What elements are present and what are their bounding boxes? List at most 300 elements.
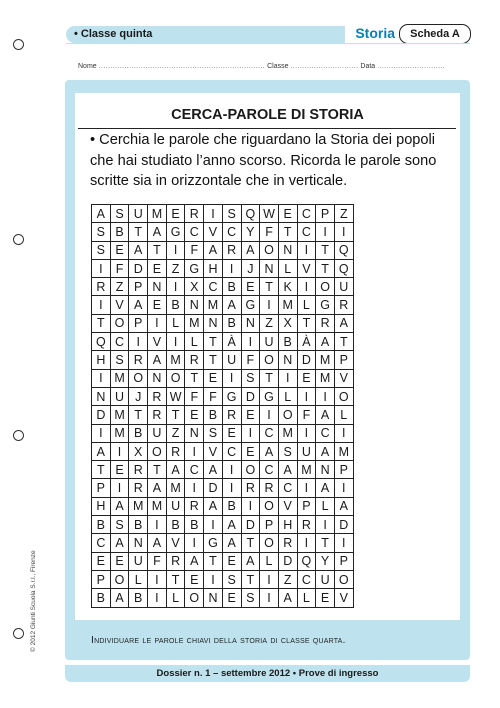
grid-cell[interactable]: T xyxy=(316,259,335,277)
grid-cell[interactable]: R xyxy=(185,205,204,223)
grid-cell[interactable]: A xyxy=(92,205,111,223)
grid-cell[interactable]: I xyxy=(241,333,260,351)
grid-cell[interactable]: W xyxy=(260,205,279,223)
grid-cell[interactable]: M xyxy=(204,296,223,314)
grid-cell[interactable]: Y xyxy=(316,552,335,570)
grid-cell[interactable]: F xyxy=(148,552,167,570)
grid-cell[interactable]: O xyxy=(278,406,297,424)
grid-cell[interactable]: M xyxy=(110,424,129,442)
grid-cell[interactable]: D xyxy=(297,351,316,369)
grid-cell[interactable]: L xyxy=(166,314,185,332)
grid-cell[interactable]: Z xyxy=(166,259,185,277)
grid-cell[interactable]: S xyxy=(278,442,297,460)
grid-cell[interactable]: B xyxy=(129,516,148,534)
grid-cell[interactable]: P xyxy=(92,479,111,497)
grid-cell[interactable]: J xyxy=(129,387,148,405)
grid-cell[interactable]: T xyxy=(148,241,167,259)
grid-cell[interactable]: Q xyxy=(92,333,111,351)
grid-cell[interactable]: T xyxy=(92,314,111,332)
grid-cell[interactable]: H xyxy=(204,259,223,277)
grid-cell[interactable]: V xyxy=(297,259,316,277)
grid-cell[interactable]: F xyxy=(241,351,260,369)
grid-cell[interactable]: V xyxy=(204,442,223,460)
grid-cell[interactable]: O xyxy=(260,534,279,552)
grid-cell[interactable]: A xyxy=(260,442,279,460)
grid-cell[interactable]: I xyxy=(110,479,129,497)
grid-cell[interactable]: T xyxy=(241,534,260,552)
grid-cell[interactable]: T xyxy=(166,406,185,424)
grid-cell[interactable]: B xyxy=(222,497,241,515)
grid-cell[interactable]: N xyxy=(278,241,297,259)
grid-cell[interactable]: I xyxy=(129,333,148,351)
grid-cell[interactable]: N xyxy=(148,369,167,387)
grid-cell[interactable]: R xyxy=(222,241,241,259)
grid-cell[interactable]: O xyxy=(260,241,279,259)
grid-cell[interactable]: R xyxy=(260,479,279,497)
grid-cell[interactable]: C xyxy=(110,333,129,351)
grid-cell[interactable]: I xyxy=(166,241,185,259)
grid-cell[interactable]: R xyxy=(129,479,148,497)
grid-cell[interactable]: L xyxy=(185,333,204,351)
grid-cell[interactable]: L xyxy=(334,406,353,424)
grid-cell[interactable]: I xyxy=(241,424,260,442)
grid-cell[interactable]: W xyxy=(166,387,185,405)
grid-cell[interactable]: M xyxy=(185,314,204,332)
grid-cell[interactable]: M xyxy=(278,296,297,314)
grid-cell[interactable]: L xyxy=(297,296,316,314)
grid-cell[interactable]: M xyxy=(334,442,353,460)
grid-cell[interactable]: E xyxy=(241,278,260,296)
grid-cell[interactable]: R xyxy=(129,351,148,369)
grid-cell[interactable]: I xyxy=(185,442,204,460)
grid-cell[interactable]: L xyxy=(316,497,335,515)
grid-cell[interactable]: R xyxy=(185,351,204,369)
grid-cell[interactable]: N xyxy=(185,424,204,442)
grid-cell[interactable]: M xyxy=(166,479,185,497)
grid-cell[interactable]: A xyxy=(316,406,335,424)
grid-cell[interactable]: A xyxy=(241,552,260,570)
grid-cell[interactable]: F xyxy=(185,387,204,405)
grid-cell[interactable]: L xyxy=(278,387,297,405)
grid-cell[interactable]: Z xyxy=(166,424,185,442)
grid-cell[interactable]: H xyxy=(278,516,297,534)
grid-cell[interactable]: S xyxy=(241,589,260,607)
grid-cell[interactable]: L xyxy=(166,589,185,607)
grid-cell[interactable]: O xyxy=(334,387,353,405)
grid-cell[interactable]: T xyxy=(204,333,223,351)
grid-cell[interactable]: G xyxy=(204,534,223,552)
grid-cell[interactable]: A xyxy=(204,461,223,479)
grid-cell[interactable]: M xyxy=(148,205,167,223)
grid-cell[interactable]: I xyxy=(204,570,223,588)
grid-cell[interactable]: A xyxy=(129,296,148,314)
grid-cell[interactable]: A xyxy=(166,461,185,479)
grid-cell[interactable]: I xyxy=(110,442,129,460)
grid-cell[interactable]: O xyxy=(316,278,335,296)
grid-cell[interactable]: M xyxy=(110,406,129,424)
grid-cell[interactable]: I xyxy=(241,497,260,515)
grid-cell[interactable]: E xyxy=(185,406,204,424)
grid-cell[interactable]: D xyxy=(129,259,148,277)
grid-cell[interactable]: O xyxy=(241,461,260,479)
grid-cell[interactable]: I xyxy=(92,259,111,277)
grid-cell[interactable]: S xyxy=(222,570,241,588)
grid-cell[interactable]: E xyxy=(278,205,297,223)
grid-cell[interactable]: A xyxy=(110,534,129,552)
grid-cell[interactable]: C xyxy=(278,479,297,497)
class-field-line[interactable]: ............................. xyxy=(290,63,359,70)
grid-cell[interactable]: A xyxy=(148,534,167,552)
grid-cell[interactable]: D xyxy=(92,406,111,424)
grid-cell[interactable]: C xyxy=(297,570,316,588)
grid-cell[interactable]: I xyxy=(260,570,279,588)
grid-cell[interactable]: F xyxy=(260,223,279,241)
grid-cell[interactable]: C xyxy=(297,205,316,223)
grid-cell[interactable]: U xyxy=(166,497,185,515)
grid-cell[interactable]: C xyxy=(316,424,335,442)
grid-cell[interactable]: I xyxy=(334,424,353,442)
grid-cell[interactable]: U xyxy=(129,552,148,570)
grid-cell[interactable]: M xyxy=(129,497,148,515)
grid-cell[interactable]: E xyxy=(204,369,223,387)
grid-cell[interactable]: I xyxy=(222,259,241,277)
grid-cell[interactable]: U xyxy=(129,205,148,223)
grid-cell[interactable]: A xyxy=(204,241,223,259)
grid-cell[interactable]: A xyxy=(222,296,241,314)
grid-cell[interactable]: I xyxy=(222,461,241,479)
grid-cell[interactable]: I xyxy=(297,534,316,552)
grid-cell[interactable]: D xyxy=(334,516,353,534)
date-field-line[interactable]: ............................. xyxy=(377,63,446,70)
grid-cell[interactable]: T xyxy=(260,369,279,387)
grid-cell[interactable]: A xyxy=(110,497,129,515)
name-field-line[interactable]: ....................................................................... xyxy=(98,63,266,70)
grid-cell[interactable]: L xyxy=(278,259,297,277)
grid-cell[interactable]: R xyxy=(241,479,260,497)
grid-cell[interactable]: J xyxy=(241,259,260,277)
grid-cell[interactable]: O xyxy=(185,589,204,607)
grid-cell[interactable]: A xyxy=(334,497,353,515)
grid-cell[interactable]: E xyxy=(148,296,167,314)
grid-cell[interactable]: L xyxy=(129,570,148,588)
grid-cell[interactable]: E xyxy=(222,589,241,607)
grid-cell[interactable]: B xyxy=(204,406,223,424)
grid-cell[interactable]: T xyxy=(204,552,223,570)
grid-cell[interactable]: E xyxy=(241,406,260,424)
grid-cell[interactable]: M xyxy=(316,351,335,369)
grid-cell[interactable]: R xyxy=(185,497,204,515)
grid-cell[interactable]: R xyxy=(316,314,335,332)
grid-cell[interactable]: V xyxy=(334,369,353,387)
grid-cell[interactable]: I xyxy=(297,479,316,497)
grid-cell[interactable]: B xyxy=(222,278,241,296)
grid-cell[interactable]: P xyxy=(92,570,111,588)
grid-cell[interactable]: I xyxy=(334,534,353,552)
grid-cell[interactable]: S xyxy=(110,205,129,223)
grid-cell[interactable]: N xyxy=(204,314,223,332)
grid-cell[interactable]: V xyxy=(204,223,223,241)
grid-cell[interactable]: E xyxy=(110,241,129,259)
grid-cell[interactable]: O xyxy=(110,314,129,332)
grid-cell[interactable]: Z xyxy=(110,278,129,296)
grid-cell[interactable]: H xyxy=(92,497,111,515)
grid-cell[interactable]: H xyxy=(92,351,111,369)
grid-cell[interactable]: I xyxy=(278,369,297,387)
grid-cell[interactable]: M xyxy=(148,497,167,515)
grid-cell[interactable]: T xyxy=(92,461,111,479)
grid-cell[interactable]: B xyxy=(129,424,148,442)
grid-cell[interactable]: D xyxy=(241,387,260,405)
grid-cell[interactable]: P xyxy=(316,205,335,223)
grid-cell[interactable]: M xyxy=(110,369,129,387)
grid-cell[interactable]: M xyxy=(297,461,316,479)
grid-cell[interactable]: I xyxy=(260,296,279,314)
grid-cell[interactable]: A xyxy=(222,516,241,534)
grid-cell[interactable]: I xyxy=(185,479,204,497)
grid-cell[interactable]: S xyxy=(92,223,111,241)
grid-cell[interactable]: C xyxy=(222,223,241,241)
grid-cell[interactable]: E xyxy=(92,552,111,570)
grid-cell[interactable]: X xyxy=(278,314,297,332)
grid-cell[interactable]: R xyxy=(222,406,241,424)
grid-cell[interactable]: F xyxy=(185,241,204,259)
grid-cell[interactable]: U xyxy=(222,351,241,369)
grid-cell[interactable]: T xyxy=(204,351,223,369)
grid-cell[interactable]: P xyxy=(334,552,353,570)
grid-cell[interactable]: I xyxy=(316,516,335,534)
grid-cell[interactable]: I xyxy=(297,424,316,442)
grid-cell[interactable]: G xyxy=(166,223,185,241)
grid-cell[interactable]: A xyxy=(278,589,297,607)
grid-cell[interactable]: B xyxy=(129,589,148,607)
grid-cell[interactable]: S xyxy=(241,369,260,387)
grid-cell[interactable]: L xyxy=(260,552,279,570)
grid-cell[interactable]: P xyxy=(297,497,316,515)
grid-cell[interactable]: Q xyxy=(334,259,353,277)
grid-cell[interactable]: U xyxy=(260,333,279,351)
grid-cell[interactable]: A xyxy=(316,479,335,497)
grid-cell[interactable]: T xyxy=(241,570,260,588)
grid-cell[interactable]: Q xyxy=(334,241,353,259)
grid-cell[interactable]: I xyxy=(222,369,241,387)
grid-cell[interactable]: A xyxy=(92,442,111,460)
grid-cell[interactable]: I xyxy=(334,223,353,241)
grid-cell[interactable]: I xyxy=(92,424,111,442)
grid-cell[interactable]: O xyxy=(110,570,129,588)
grid-cell[interactable]: G xyxy=(222,387,241,405)
grid-cell[interactable]: A xyxy=(148,479,167,497)
grid-cell[interactable]: T xyxy=(316,241,335,259)
grid-cell[interactable]: M xyxy=(278,424,297,442)
grid-cell[interactable]: M xyxy=(316,369,335,387)
grid-cell[interactable]: B xyxy=(222,314,241,332)
grid-cell[interactable]: P xyxy=(260,516,279,534)
grid-cell[interactable]: A xyxy=(222,534,241,552)
grid-cell[interactable]: N xyxy=(260,259,279,277)
grid-cell[interactable]: N xyxy=(129,534,148,552)
grid-cell[interactable]: A xyxy=(204,497,223,515)
grid-cell[interactable]: O xyxy=(166,369,185,387)
grid-cell[interactable]: V xyxy=(334,589,353,607)
grid-cell[interactable]: B xyxy=(185,516,204,534)
grid-cell[interactable]: P xyxy=(334,351,353,369)
grid-cell[interactable]: U xyxy=(110,387,129,405)
grid-cell[interactable]: R xyxy=(148,387,167,405)
grid-cell[interactable]: R xyxy=(166,552,185,570)
grid-cell[interactable]: F xyxy=(204,387,223,405)
grid-cell[interactable]: V xyxy=(278,497,297,515)
grid-cell[interactable]: I xyxy=(316,387,335,405)
grid-cell[interactable]: I xyxy=(185,534,204,552)
grid-cell[interactable]: I xyxy=(204,205,223,223)
grid-cell[interactable]: N xyxy=(148,278,167,296)
grid-cell[interactable]: V xyxy=(166,534,185,552)
grid-cell[interactable]: N xyxy=(241,314,260,332)
grid-cell[interactable]: T xyxy=(278,223,297,241)
grid-cell[interactable]: P xyxy=(334,461,353,479)
grid-cell[interactable]: T xyxy=(129,223,148,241)
grid-cell[interactable]: R xyxy=(297,516,316,534)
grid-cell[interactable]: P xyxy=(129,314,148,332)
grid-cell[interactable]: I xyxy=(297,278,316,296)
grid-cell[interactable]: U xyxy=(297,442,316,460)
grid-cell[interactable]: V xyxy=(148,333,167,351)
grid-cell[interactable]: I xyxy=(260,406,279,424)
grid-cell[interactable]: C xyxy=(204,278,223,296)
grid-cell[interactable]: Q xyxy=(297,552,316,570)
grid-cell[interactable]: A xyxy=(110,589,129,607)
grid-cell[interactable]: E xyxy=(110,461,129,479)
grid-cell[interactable]: D xyxy=(204,479,223,497)
grid-cell[interactable]: R xyxy=(148,406,167,424)
grid-cell[interactable]: B xyxy=(92,516,111,534)
grid-cell[interactable]: R xyxy=(129,461,148,479)
grid-cell[interactable]: I xyxy=(204,516,223,534)
grid-cell[interactable]: A xyxy=(185,552,204,570)
grid-cell[interactable]: B xyxy=(110,223,129,241)
grid-cell[interactable]: A xyxy=(334,314,353,332)
grid-cell[interactable]: A xyxy=(278,461,297,479)
grid-cell[interactable]: I xyxy=(297,387,316,405)
grid-cell[interactable]: E xyxy=(297,369,316,387)
grid-cell[interactable]: E xyxy=(222,552,241,570)
grid-cell[interactable]: C xyxy=(260,424,279,442)
grid-cell[interactable]: O xyxy=(334,570,353,588)
grid-cell[interactable]: O xyxy=(260,497,279,515)
grid-cell[interactable]: I xyxy=(297,241,316,259)
grid-cell[interactable]: I xyxy=(148,570,167,588)
grid-cell[interactable]: N xyxy=(316,461,335,479)
grid-cell[interactable]: P xyxy=(129,278,148,296)
grid-cell[interactable]: F xyxy=(297,406,316,424)
grid-cell[interactable]: Y xyxy=(241,223,260,241)
grid-cell[interactable]: N xyxy=(185,296,204,314)
grid-cell[interactable]: E xyxy=(222,424,241,442)
grid-cell[interactable]: R xyxy=(278,534,297,552)
grid-cell[interactable]: I xyxy=(92,369,111,387)
grid-cell[interactable]: Z xyxy=(260,314,279,332)
grid-cell[interactable]: O xyxy=(129,369,148,387)
grid-cell[interactable]: I xyxy=(148,589,167,607)
grid-cell[interactable]: I xyxy=(148,516,167,534)
grid-cell[interactable]: I xyxy=(316,223,335,241)
grid-cell[interactable]: U xyxy=(316,570,335,588)
grid-cell[interactable]: N xyxy=(278,351,297,369)
grid-cell[interactable]: E xyxy=(316,589,335,607)
grid-cell[interactable]: E xyxy=(148,259,167,277)
grid-cell[interactable]: K xyxy=(278,278,297,296)
grid-cell[interactable]: G xyxy=(185,259,204,277)
grid-cell[interactable]: C xyxy=(92,534,111,552)
grid-cell[interactable]: F xyxy=(110,259,129,277)
grid-cell[interactable]: N xyxy=(204,589,223,607)
grid-cell[interactable]: I xyxy=(222,479,241,497)
grid-cell[interactable]: G xyxy=(241,296,260,314)
grid-cell[interactable]: À xyxy=(222,333,241,351)
grid-cell[interactable]: E xyxy=(166,205,185,223)
grid-cell[interactable]: L xyxy=(297,589,316,607)
grid-cell[interactable]: E xyxy=(185,570,204,588)
grid-cell[interactable]: D xyxy=(278,552,297,570)
grid-cell[interactable]: S xyxy=(110,351,129,369)
grid-cell[interactable]: E xyxy=(241,442,260,460)
grid-cell[interactable]: T xyxy=(260,278,279,296)
grid-cell[interactable]: T xyxy=(297,314,316,332)
grid-cell[interactable]: Z xyxy=(278,570,297,588)
grid-cell[interactable]: S xyxy=(92,241,111,259)
grid-cell[interactable]: T xyxy=(185,369,204,387)
grid-cell[interactable]: C xyxy=(297,223,316,241)
grid-cell[interactable]: X xyxy=(185,278,204,296)
grid-cell[interactable]: U xyxy=(148,424,167,442)
grid-cell[interactable]: I xyxy=(334,479,353,497)
grid-cell[interactable]: X xyxy=(129,442,148,460)
grid-cell[interactable]: S xyxy=(222,205,241,223)
grid-cell[interactable]: I xyxy=(148,314,167,332)
grid-cell[interactable]: U xyxy=(334,278,353,296)
grid-cell[interactable]: R xyxy=(92,278,111,296)
grid-cell[interactable]: C xyxy=(260,461,279,479)
grid-cell[interactable]: R xyxy=(334,296,353,314)
grid-cell[interactable]: T xyxy=(334,333,353,351)
grid-cell[interactable]: B xyxy=(278,333,297,351)
grid-cell[interactable]: E xyxy=(110,552,129,570)
grid-cell[interactable]: A xyxy=(241,241,260,259)
grid-cell[interactable]: T xyxy=(129,406,148,424)
grid-cell[interactable]: A xyxy=(316,442,335,460)
grid-cell[interactable]: T xyxy=(166,570,185,588)
grid-cell[interactable]: G xyxy=(316,296,335,314)
grid-cell[interactable]: I xyxy=(166,278,185,296)
grid-cell[interactable]: G xyxy=(260,387,279,405)
grid-cell[interactable]: A xyxy=(129,241,148,259)
grid-cell[interactable]: Q xyxy=(241,205,260,223)
grid-cell[interactable]: N xyxy=(92,387,111,405)
grid-cell[interactable]: O xyxy=(260,351,279,369)
grid-cell[interactable]: A xyxy=(316,333,335,351)
grid-cell[interactable]: I xyxy=(260,589,279,607)
grid-cell[interactable]: B xyxy=(166,516,185,534)
grid-cell[interactable]: A xyxy=(148,223,167,241)
grid-cell[interactable]: B xyxy=(92,589,111,607)
grid-cell[interactable]: I xyxy=(92,296,111,314)
grid-cell[interactable]: Z xyxy=(334,205,353,223)
grid-cell[interactable]: M xyxy=(166,351,185,369)
grid-cell[interactable]: C xyxy=(185,461,204,479)
grid-cell[interactable]: C xyxy=(185,223,204,241)
grid-cell[interactable]: B xyxy=(166,296,185,314)
grid-cell[interactable]: O xyxy=(148,442,167,460)
